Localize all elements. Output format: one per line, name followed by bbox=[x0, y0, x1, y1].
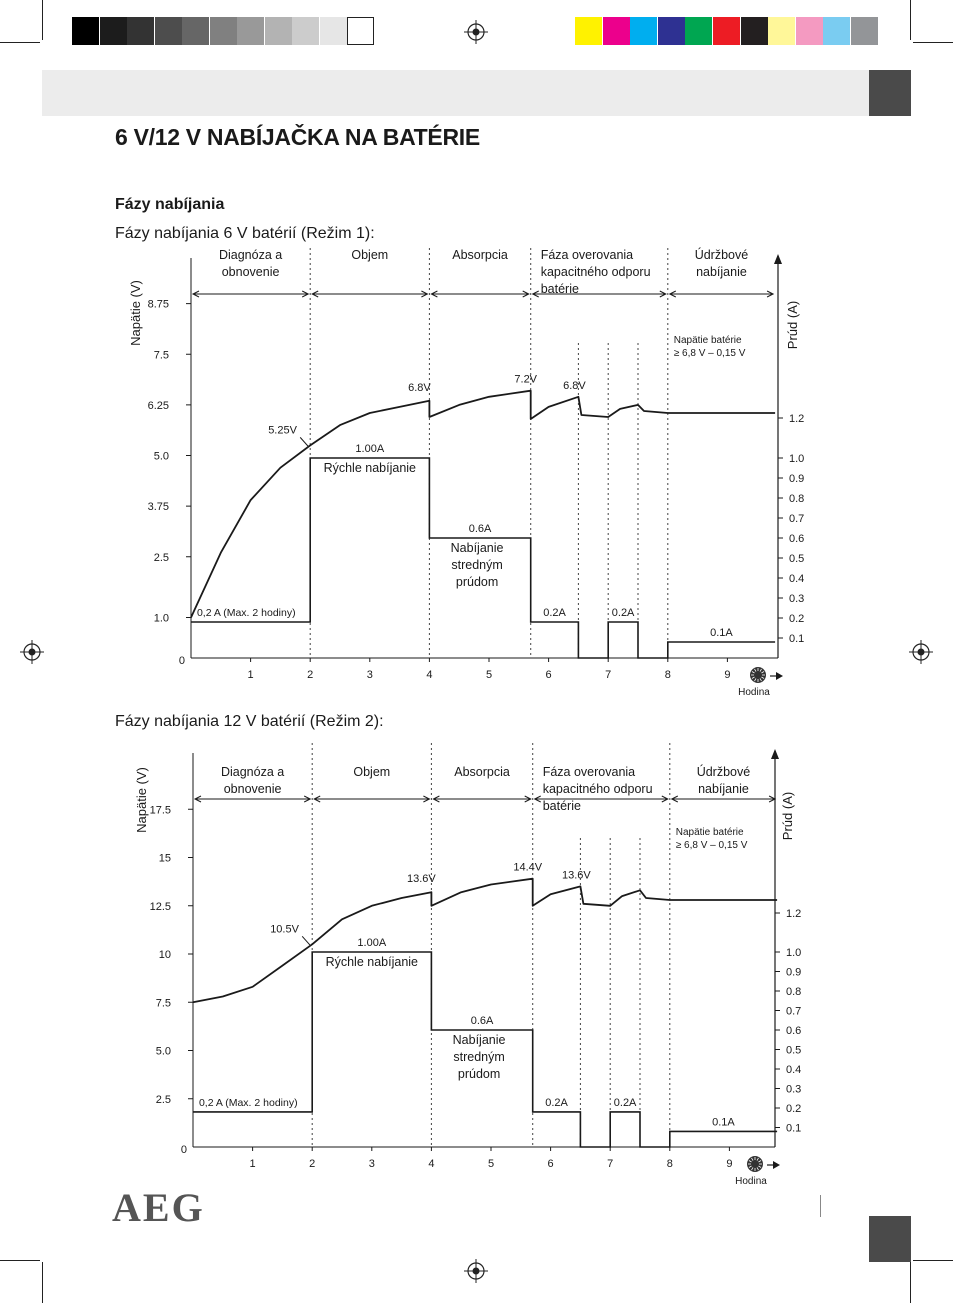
x-tick-label: 9 bbox=[726, 1158, 733, 1170]
y2-tick-label: 1.2 bbox=[789, 413, 805, 425]
x-tick-label: 3 bbox=[368, 1158, 375, 1170]
phase-label: Objem bbox=[353, 765, 391, 779]
x-tick-label: 9 bbox=[724, 669, 731, 681]
y2-tick-label: 1.2 bbox=[786, 908, 802, 920]
x-tick-label: 2 bbox=[309, 1158, 316, 1170]
crop-mark bbox=[42, 1262, 43, 1303]
clock-icon bbox=[747, 1156, 763, 1172]
gray-swatch bbox=[320, 17, 347, 45]
x-tick-label: 8 bbox=[664, 669, 671, 681]
color-swatch bbox=[575, 17, 602, 45]
current-phase-label: Rýchle nabíjanie bbox=[325, 955, 419, 969]
y2-tick-label: 1.0 bbox=[786, 947, 802, 959]
y2-tick-label: 0.4 bbox=[786, 1064, 802, 1076]
gray-swatch bbox=[210, 17, 237, 45]
phase-label: Absorpcia bbox=[454, 765, 510, 779]
annotation-pointer bbox=[302, 936, 310, 945]
charging-chart-6v bbox=[0, 240, 953, 705]
color-swatch bbox=[630, 17, 657, 45]
chart-title-6v: Fázy nabíjania 6 V batérií (Režim 1): bbox=[115, 225, 375, 242]
crop-mark bbox=[0, 42, 40, 43]
color-swatch bbox=[796, 17, 823, 45]
current-phase-label: prúdom bbox=[457, 1067, 501, 1081]
color-swatch bbox=[768, 17, 795, 45]
current-annotation: 0,2 A (Max. 2 hodiny) bbox=[196, 607, 296, 619]
y-axis-label: Napätie (V) bbox=[134, 767, 149, 833]
y2-tick-label: 0.3 bbox=[789, 593, 805, 605]
gray-swatch bbox=[155, 17, 182, 45]
x-tick-label: 5 bbox=[485, 669, 493, 681]
gray-swatch bbox=[237, 17, 264, 45]
current-phase-label: Rýchle nabíjanie bbox=[323, 461, 417, 475]
x-tick-label: 5 bbox=[487, 1158, 495, 1170]
y2-tick-label: 0.2 bbox=[786, 1103, 802, 1115]
current-phase-label: stredným bbox=[453, 1050, 505, 1064]
current-annotation: 1.00A bbox=[357, 937, 387, 949]
y2-tick-label: 0.5 bbox=[786, 1044, 802, 1057]
y2-axis-arrow-icon bbox=[771, 749, 779, 759]
y-tick-label: 6.25 bbox=[147, 399, 169, 412]
header-tab bbox=[869, 70, 911, 116]
chart-title-12v: Fázy nabíjania 12 V batérií (Režim 2): bbox=[115, 713, 384, 730]
time-arrow-icon bbox=[773, 1161, 780, 1169]
x-tick-label: 4 bbox=[426, 669, 433, 681]
y-tick-label: 7.5 bbox=[153, 349, 169, 362]
phase-label: nabíjanie bbox=[698, 782, 749, 796]
voltage-annotation: 13.6V bbox=[407, 873, 436, 886]
y-tick-label: 2.5 bbox=[155, 1093, 171, 1106]
y2-tick-label: 0.4 bbox=[789, 573, 805, 585]
y-tick-label: 5.0 bbox=[153, 450, 169, 463]
y2-tick-label: 1.0 bbox=[789, 453, 805, 465]
y-tick-label: 3.75 bbox=[147, 501, 169, 514]
gray-swatch bbox=[265, 17, 292, 45]
voltage-annotation: 7.2V bbox=[514, 373, 538, 386]
gray-swatch bbox=[347, 17, 374, 45]
phase-label: Údržbové bbox=[694, 248, 749, 262]
registration-mark-icon bbox=[464, 20, 488, 44]
y2-tick-label: 0.8 bbox=[786, 986, 802, 998]
maintenance-note: ≥ 6,8 V – 0,15 V bbox=[675, 840, 748, 851]
x-tick-label: 7 bbox=[605, 669, 612, 681]
phase-label: Diagnóza a bbox=[220, 765, 285, 779]
current-annotation: 0.2A bbox=[611, 607, 635, 619]
color-swatch bbox=[658, 17, 685, 45]
y-tick-label: 5.0 bbox=[155, 1045, 171, 1058]
gray-swatch bbox=[100, 17, 127, 45]
phase-label: Fáza overovania bbox=[542, 765, 636, 779]
y2-tick-label: 0.3 bbox=[786, 1083, 802, 1096]
crop-mark bbox=[0, 1260, 40, 1261]
y-tick-label: 15 bbox=[158, 852, 171, 865]
charging-chart-12v bbox=[0, 735, 953, 1195]
voltage-annotation: 14.4V bbox=[513, 861, 543, 874]
y2-tick-label: 0.8 bbox=[789, 493, 805, 505]
crop-mark bbox=[42, 0, 43, 40]
y-tick-label: 8.75 bbox=[147, 298, 169, 311]
phase-label: kapacitného odporu bbox=[540, 265, 651, 279]
gray-swatch bbox=[72, 17, 99, 45]
y2-tick-label: 0.9 bbox=[786, 966, 802, 979]
y2-tick-label: 0.1 bbox=[786, 1122, 802, 1135]
y-tick-label: 7.5 bbox=[155, 997, 171, 1010]
phase-label: Objem bbox=[351, 248, 389, 262]
color-swatch bbox=[603, 17, 630, 45]
x-tick-label: 1 bbox=[249, 1158, 256, 1170]
phase-label: nabíjanie bbox=[696, 265, 747, 279]
voltage-series-line bbox=[193, 879, 777, 1003]
header-bar bbox=[42, 70, 870, 116]
y-tick-label: 0 bbox=[180, 1144, 187, 1156]
color-swatch bbox=[713, 17, 740, 45]
y-tick-label: 10 bbox=[158, 949, 171, 961]
crop-mark bbox=[910, 0, 911, 40]
current-phase-label: stredným bbox=[451, 558, 503, 572]
phase-label: batérie bbox=[542, 799, 581, 813]
y-tick-label: 17.5 bbox=[149, 804, 171, 817]
current-annotation: 0.1A bbox=[712, 1116, 735, 1129]
registration-mark-icon bbox=[464, 1259, 488, 1283]
y2-tick-label: 0.7 bbox=[786, 1005, 802, 1018]
x-tick-label: 3 bbox=[366, 669, 373, 681]
y2-axis-label: Prúd (A) bbox=[780, 791, 795, 841]
x-tick-label: 6 bbox=[545, 669, 552, 681]
phase-label: Fáza overovania bbox=[540, 248, 634, 262]
y2-tick-label: 0.2 bbox=[789, 613, 805, 625]
x-tick-label: 7 bbox=[607, 1158, 614, 1170]
maintenance-note: Napätie batérie bbox=[673, 335, 742, 346]
page-title: 6 V/12 V NABÍJAČKA NA BATÉRIE bbox=[115, 124, 480, 150]
phase-label: Diagnóza a bbox=[218, 248, 283, 262]
x-tick-label: 1 bbox=[247, 669, 254, 681]
voltage-annotation: 6.8V bbox=[408, 381, 431, 394]
color-swatch bbox=[823, 17, 850, 45]
x-tick-label: 4 bbox=[428, 1158, 435, 1170]
gray-swatch bbox=[182, 17, 209, 45]
y2-axis-arrow-icon bbox=[774, 254, 782, 264]
crop-mark bbox=[913, 42, 953, 43]
y2-tick-label: 0.7 bbox=[789, 513, 805, 525]
aeg-logo: AEG bbox=[112, 1185, 205, 1230]
gray-swatch bbox=[292, 17, 319, 45]
footer-divider bbox=[820, 1195, 821, 1217]
color-swatch bbox=[741, 17, 768, 45]
x-tick-label: 6 bbox=[547, 1158, 554, 1170]
maintenance-note: ≥ 6,8 V – 0,15 V bbox=[673, 348, 746, 359]
current-annotation: 0.1A bbox=[710, 627, 733, 639]
y2-tick-label: 0.5 bbox=[789, 553, 805, 565]
voltage-annotation: 6.8V bbox=[563, 379, 586, 392]
color-swatch bbox=[685, 17, 712, 45]
clock-icon bbox=[750, 667, 766, 683]
section-title: Fázy nabíjania bbox=[115, 196, 225, 213]
voltage-annotation: 13.6V bbox=[562, 869, 591, 882]
current-annotation: 0.2A bbox=[545, 1096, 568, 1109]
y2-tick-label: 0.6 bbox=[786, 1025, 802, 1037]
crop-mark bbox=[913, 1260, 953, 1261]
y2-tick-label: 0.1 bbox=[789, 633, 805, 645]
current-phase-label: Nabíjanie bbox=[452, 1033, 506, 1047]
current-phase-label: prúdom bbox=[455, 575, 499, 589]
maintenance-note: Napätie batérie bbox=[675, 827, 744, 838]
color-swatch bbox=[851, 17, 878, 45]
y-tick-label: 12.5 bbox=[149, 900, 171, 913]
annotation-pointer bbox=[300, 437, 308, 446]
x-axis-label: Hodina bbox=[738, 687, 770, 698]
phase-label: batérie bbox=[540, 282, 579, 296]
phase-label: obnovenie bbox=[223, 782, 282, 796]
current-annotation: 0.2A bbox=[613, 1096, 637, 1109]
x-tick-label: 8 bbox=[666, 1158, 673, 1170]
current-phase-label: Nabíjanie bbox=[450, 541, 504, 555]
phase-label: Absorpcia bbox=[452, 248, 508, 262]
y2-tick-label: 0.9 bbox=[789, 473, 805, 485]
y-tick-label: 2.5 bbox=[153, 551, 169, 564]
current-annotation: 0,2 A (Max. 2 hodiny) bbox=[198, 1096, 298, 1109]
time-arrow-icon bbox=[776, 672, 783, 680]
footer-tab bbox=[869, 1216, 911, 1262]
current-annotation: 0.6A bbox=[468, 523, 492, 535]
gray-swatch bbox=[127, 17, 154, 45]
voltage-annotation: 5.25V bbox=[268, 424, 297, 437]
crop-mark bbox=[910, 1262, 911, 1303]
phase-label: obnovenie bbox=[221, 265, 280, 279]
x-tick-label: 2 bbox=[307, 669, 314, 681]
current-annotation: 0.2A bbox=[543, 607, 566, 619]
y-tick-label: 1.0 bbox=[153, 612, 169, 625]
x-axis-label: Hodina bbox=[735, 1176, 767, 1187]
y-tick-label: 0 bbox=[178, 655, 185, 667]
current-annotation: 0.6A bbox=[470, 1015, 494, 1027]
current-annotation: 1.00A bbox=[355, 443, 385, 455]
y2-axis-label: Prúd (A) bbox=[785, 300, 800, 350]
y2-tick-label: 0.6 bbox=[789, 533, 805, 545]
phase-label: Údržbové bbox=[696, 765, 751, 779]
y-axis-label: Napätie (V) bbox=[128, 280, 143, 346]
voltage-annotation: 10.5V bbox=[270, 923, 299, 936]
phase-label: kapacitného odporu bbox=[542, 782, 653, 796]
